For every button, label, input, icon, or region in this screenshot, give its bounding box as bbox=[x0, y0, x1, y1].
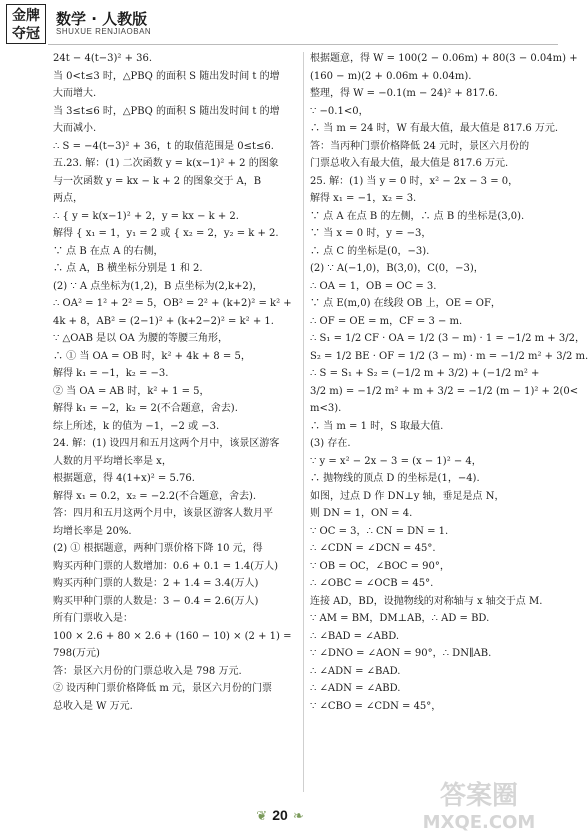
text-line: ∵ −0.1<0， bbox=[310, 105, 369, 117]
text-line: 根据题意，得 4(1+x)² = 5.76. bbox=[53, 473, 195, 484]
text-line: (2) ∵ A 点坐标为(1,2)，B 点坐标为(2,k+2)， bbox=[53, 280, 263, 292]
text-line: ∴ OA² = 1² + 2² = 5，OB² = 2² + (k+2)² = k² + bbox=[53, 298, 292, 309]
text-line: 3/2 m) = −1/2 m² + m + 3/2 = −1/2 (m − 1)² + 2(0< bbox=[310, 385, 579, 397]
leaf-ornament-right-icon: ❧ bbox=[292, 809, 304, 824]
text-line: 798(万元) bbox=[53, 648, 100, 659]
text-line: ∵ OB = OC，∠BOC = 90°， bbox=[310, 560, 450, 572]
text-line: ∵ 点 A 在点 B 的左侧，∴ 点 B 的坐标是(3,0). bbox=[310, 210, 525, 222]
text-line: 答：景区六月份的门票总收入是 798 万元. bbox=[53, 665, 242, 677]
text-line: ∴ ∠OBC = ∠OCB = 45°. bbox=[310, 578, 434, 589]
text-line: ∵ ∠DNO = ∠AON = 90°，∴ DN∥AB. bbox=[310, 648, 492, 659]
text-line: 解得 x₁ = 0.2，x₂ = −2.2(不合题意，舍去). bbox=[53, 490, 257, 502]
text-line: 总收入是 W 万元. bbox=[53, 700, 133, 712]
text-line: ∴ S = S₁ + S₂ = (−1/2 m + 3/2) + (−1/2 m² + bbox=[310, 368, 540, 379]
text-line: ∴ 抛物线的顶点 D 的坐标是(1，−4). bbox=[310, 473, 480, 484]
text-line: 解得 k₁ = −2，k₂ = 2(不合题意，舍去). bbox=[53, 403, 238, 414]
text-line: 门票总收入有最大值，最大值是 817.6 万元. bbox=[310, 158, 509, 169]
text-line: 当 3≤t≤6 时，△PBQ 的面积 S 随出发时间 t 的增 bbox=[53, 105, 280, 117]
text-line: 如图，过点 D 作 DN⊥y 轴，垂足是点 N， bbox=[310, 490, 505, 502]
text-line: 解得 { x₁ = 1，y₁ = 2 或 { x₂ = 2，y₂ = k + 2. bbox=[53, 228, 279, 239]
text-line: 购买甲种门票的人数是：3 − 0.4 = 2.6(万人) bbox=[53, 595, 259, 607]
text-line: ∴ OF = OE = m，CF = 3 − m. bbox=[310, 315, 463, 327]
text-line: 答：四月和五月这两个月中，该景区游客人数月平 bbox=[53, 508, 273, 519]
text-line: 答：当丙种门票价格降低 24 元时，景区六月份的 bbox=[310, 140, 530, 152]
text-line: 4k + 8，AB² = (2−1)² + (k+2−2)² = k² + 1. bbox=[53, 315, 274, 327]
header-rule bbox=[48, 44, 558, 45]
text-line: ∴ 点 C 的坐标是(0，−3). bbox=[310, 245, 430, 257]
series-pinyin: SHUXUE RENJIAOBAN bbox=[56, 27, 152, 36]
text-line: ∴ ∠ADN = ∠BAD. bbox=[310, 665, 401, 677]
text-line: 所有门票收入是： bbox=[53, 613, 133, 624]
text-line: ∵ y = x² − 2x − 3 = (x − 1)² − 4， bbox=[310, 455, 482, 467]
text-line: ∴ 点 A，B 横坐标分别是 1 和 2. bbox=[53, 263, 203, 274]
right-column bbox=[310, 50, 588, 715]
text-line: ∴ ∠ADN = ∠ABD. bbox=[310, 683, 401, 694]
text-line: 解得 x₁ = −1，x₂ = 3. bbox=[310, 193, 417, 204]
text-line: 连接 AD，BD，设抛物线的对称轴与 x 轴交于点 M. bbox=[310, 595, 543, 607]
text-line: ② 设丙种门票价格降低 m 元，景区六月份的门票 bbox=[53, 683, 273, 694]
text-line: ∴ 当 m = 24 时，W 有最大值，最大值是 817.6 万元. bbox=[310, 123, 559, 134]
text-line: (2) ① 根据题意，两种门票价格下降 10 元，得 bbox=[53, 543, 263, 554]
logo-line-2: 夺冠 bbox=[12, 26, 40, 42]
text-line: ∴ ① 当 OA = OB 时，k² + 4k + 8 = 5， bbox=[53, 350, 251, 362]
text-line: 购买丙种门票的人数增加：0.6 + 0.1 = 1.4(万人) bbox=[53, 560, 278, 572]
text-line: ② 当 OA = AB 时，k² + 1 = 5， bbox=[53, 385, 210, 397]
text-line: 大而减小. bbox=[53, 123, 97, 134]
text-line: 均增长率是 20%. bbox=[53, 525, 132, 537]
series-title: 数学 · 人教版 bbox=[56, 10, 148, 28]
page-header bbox=[0, 0, 560, 52]
text-line: (160 − m)(2 + 0.06m + 0.04m). bbox=[310, 70, 472, 82]
text-line: 解得 k₁ = −1，k₂ = −3. bbox=[53, 368, 169, 379]
text-line: (3) 存在. bbox=[310, 438, 351, 449]
text-line: 五.23. 解：(1) 二次函数 y = k(x−1)² + 2 的图象 bbox=[53, 158, 279, 169]
text-line: ∴ { y = k(x−1)² + 2，y = kx − k + 2. bbox=[53, 210, 239, 222]
text-line: ∴ ∠CDN = ∠DCN = 45°. bbox=[310, 543, 436, 554]
text-line: ∵ 点 B 在点 A 的右侧， bbox=[53, 245, 164, 257]
text-line: ∵ 点 E(m,0) 在线段 OB 上，OE = OF， bbox=[310, 298, 501, 309]
text-line: ∴ ∠BAD = ∠ABD. bbox=[310, 630, 400, 642]
text-line: 根据题意，得 W = 100(2 − 0.06m) + 80(3 − 0.04m) + bbox=[310, 53, 578, 64]
watermark-line-2: MXQE.COM bbox=[422, 812, 536, 833]
text-line: 24. 解：(1) 设四月和五月这两个月中，该景区游客 bbox=[53, 438, 280, 449]
text-line: ∴ S₁ = 1/2 CF · OA = 1/2 (3 − m) · 1 = −1/2 m + 3/2， bbox=[310, 333, 585, 344]
text-line: 24t − 4(t−3)² + 36. bbox=[53, 53, 153, 64]
text-line: 当 0<t≤3 时，△PBQ 的面积 S 随出发时间 t 的增 bbox=[53, 70, 280, 82]
leaf-ornament-left-icon: ❦ bbox=[256, 809, 268, 824]
text-line: ∵ ∠CBO = ∠CDN = 45°， bbox=[310, 700, 442, 712]
text-line: 综上所述，k 的值为 −1，−2 或 −3. bbox=[53, 420, 220, 432]
text-line: 大而增大. bbox=[53, 88, 97, 99]
column-divider bbox=[303, 52, 304, 792]
text-line: ∴ 当 m = 1 时，S 取最大值. bbox=[310, 420, 444, 432]
text-line: ∴ S = −4(t−3)² + 36，t 的取值范围是 0≤t≤6. bbox=[53, 140, 274, 152]
text-line: 则 DN = 1，ON = 4. bbox=[310, 508, 413, 519]
text-line: ∵ 当 x = 0 时，y = −3， bbox=[310, 228, 432, 239]
text-line: ∵ AM = BM，DM⊥AB，∴ AD = BD. bbox=[310, 613, 490, 624]
page-number: 20 bbox=[272, 807, 288, 823]
left-column bbox=[53, 50, 298, 715]
watermark-logo bbox=[404, 774, 554, 834]
logo-line-1: 金牌 bbox=[12, 8, 40, 24]
text-line: S₂ = 1/2 BE · OF = 1/2 (3 − m) · m = −1/2 m² + 3/2 m. bbox=[310, 350, 588, 362]
text-line: m<3). bbox=[310, 403, 342, 414]
text-line: ∵ OC = 3，∴ CN = DN = 1. bbox=[310, 525, 449, 537]
text-line: 两点， bbox=[53, 193, 83, 204]
text-line: ∴ OA = 1，OB = OC = 3. bbox=[310, 280, 437, 292]
text-line: ∵ △OAB 是以 OA 为腰的等腰三角形， bbox=[53, 333, 228, 344]
text-line: (2) ∵ A(−1,0)，B(3,0)，C(0，−3)， bbox=[310, 263, 484, 274]
text-line: 整理，得 W = −0.1(m − 24)² + 817.6. bbox=[310, 88, 498, 99]
text-line: 人数的月平均增长率是 x， bbox=[53, 455, 172, 467]
text-line: 100 × 2.6 + 80 × 2.6 + (160 − 10) × (2 + 1) = bbox=[53, 630, 292, 642]
text-line: 25. 解：(1) 当 y = 0 时，x² − 2x − 3 = 0， bbox=[310, 175, 519, 187]
brand-logo bbox=[6, 4, 46, 44]
text-line: 购买丙种门票的人数是：2 + 1.4 = 3.4(万人) bbox=[53, 578, 259, 589]
watermark-line-1: 答案圈 bbox=[439, 781, 519, 811]
text-line: 与一次函数 y = kx − k + 2 的图象交于 A，B bbox=[53, 175, 262, 187]
